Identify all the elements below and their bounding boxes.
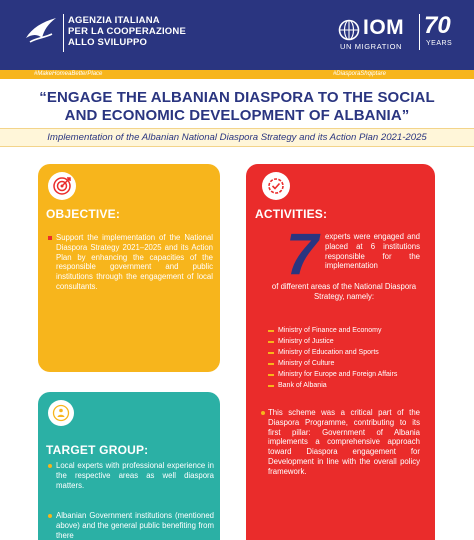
gear-check-icon [266, 176, 286, 196]
ministry-item: Ministry of Education and Sports [278, 349, 379, 356]
objective-bullet [48, 236, 52, 240]
iom-subtitle: UN MIGRATION [340, 42, 403, 51]
objective-heading: OBJECTIVE: [46, 207, 121, 221]
objective-text: Support the implementation of the National Diaspora Strategy 2021–2025 and its Action Plan by enhancing the capacities of the responsible government and public institutions through the engagement of local consultants. [56, 233, 213, 291]
scheme-bullet [261, 411, 265, 415]
ministry-item: Bank of Albania [278, 382, 327, 389]
experts-count: 7 [286, 222, 319, 287]
activities-icon-circle [262, 172, 290, 200]
ministry-dash [268, 374, 274, 376]
target-group-bullet [48, 464, 52, 468]
page-title: “ENGAGE THE ALBANIAN DIASPORA TO THE SOCIAL AND ECONOMIC DEVELOPMENT OF ALBANIA” [39, 89, 435, 124]
aics-name: AGENZIA ITALIANA PER LA COOPERAZIONE ALLO SVILUPPO [68, 15, 186, 48]
anniversary-number: 70 [424, 12, 451, 39]
page-subtitle: Implementation of the Albanian National Diaspora Strategy and its Action Plan 2021-2025 [47, 132, 427, 143]
hashtag-right: #DiasporaShqiptare [332, 71, 386, 77]
aics-dove-logo-icon [24, 14, 58, 48]
ministry-dash [268, 341, 274, 343]
un-emblem-icon [338, 19, 360, 41]
target-group-item: Local experts with professional experience in the respective areas as well diaspora matters. [56, 461, 214, 490]
activities-intro-text: experts were engaged and placed at 6 institutions responsible for the implementation [325, 232, 420, 271]
hashtag-bar [0, 70, 474, 79]
people-icon [52, 404, 70, 422]
subtitle-band [0, 128, 474, 147]
hashtag-left: #MakeHomeaBetterPlace [34, 71, 103, 77]
iom-logo-text: IOM [363, 16, 405, 39]
ministry-dash [268, 352, 274, 354]
target-group-heading: TARGET GROUP: [46, 443, 149, 457]
activities-heading: ACTIVITIES: [255, 207, 328, 221]
ministry-item: Ministry of Culture [278, 360, 335, 367]
ministry-item: Ministry of Finance and Economy [278, 327, 382, 334]
ministry-dash [268, 363, 274, 365]
target-group-icon-circle [48, 400, 74, 426]
activities-intro-continuation: of different areas of the National Diaspora Strategy, namely: [271, 282, 417, 301]
anniversary-label: YEARS [426, 40, 453, 47]
scheme-text: This scheme was a critical part of the Diaspora Programme, contributing to its first pillar: Government of Albania implements a comprehensive approach toward Diaspora engagement for Development in line with the overall policy framework. [268, 408, 420, 476]
aics-divider [63, 14, 64, 52]
target-icon [52, 176, 72, 196]
ministry-item: Ministry of Justice [278, 338, 334, 345]
target-group-item: Albanian Government institutions (mentioned above) and the general public benefiting from there [56, 511, 214, 540]
objective-icon-circle [48, 172, 76, 200]
target-group-bullet [48, 514, 52, 518]
ministry-dash [268, 330, 274, 332]
ministry-dash [268, 385, 274, 387]
ministry-item: Ministry for Europe and Foreign Affairs [278, 371, 398, 378]
header-banner [0, 0, 474, 70]
years-divider [419, 14, 420, 50]
